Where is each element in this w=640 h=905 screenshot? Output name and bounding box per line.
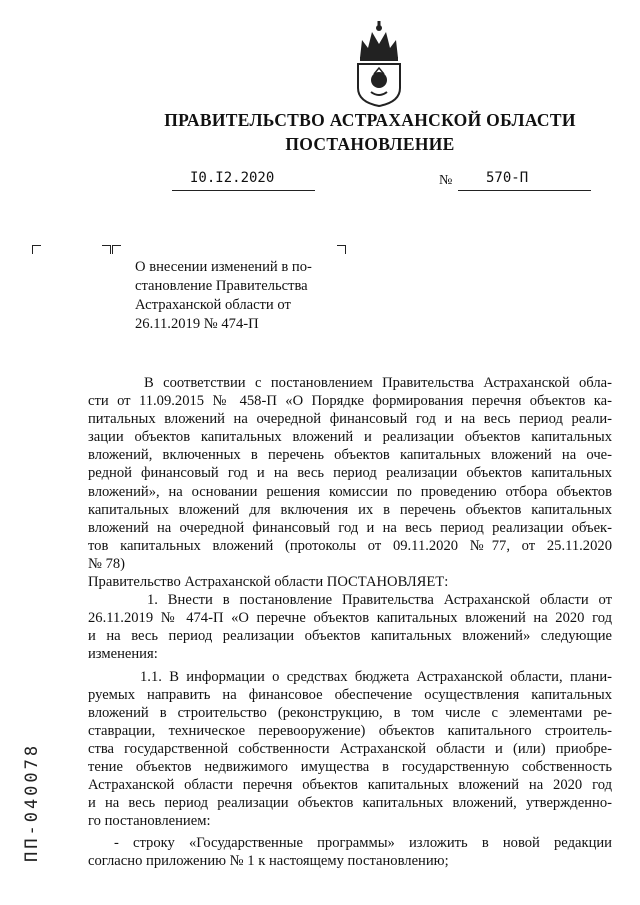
margin-serial-number: ПП-040078 <box>22 742 42 862</box>
body-line: вложений на очередной финансовый год и на весь период реализации объек- <box>88 519 612 536</box>
body-line: ставрации, техническое перевооружение) объектов капитального строитель- <box>88 722 612 739</box>
corner-mark <box>32 245 41 254</box>
body-line: го постановлением: <box>88 813 211 830</box>
body-line: 1.1. В информации о средствах бюджета Астраханской области, плани- <box>140 668 612 685</box>
body-line: руемых направить на финансовое обеспечение осуществления капитальных <box>88 686 612 703</box>
corner-mark <box>337 245 346 254</box>
body-line: тов капитальных вложений (протоколы от 09.11.2020 №77, от 25.11.2020 <box>88 537 612 554</box>
subject-line: О внесении изменений в по- <box>135 259 312 275</box>
government-title: ПРАВИТЕЛЬСТВО АСТРАХАНСКОЙ ОБЛАСТИ <box>164 110 576 130</box>
body-line: и на весь период реализации объектов капитальных вложений» следующие <box>88 628 612 645</box>
body-line: вложений в строительство (реконструкцию, в том числе с элементами ре- <box>88 704 612 721</box>
body-line: вложений, включенных в перечень объектов капитальных вложений на оче- <box>88 447 612 464</box>
subject-line: 26.11.2019 № 474-П <box>135 316 259 332</box>
document-number: 570-П <box>486 170 529 186</box>
body-line: зации объектов капитальных вложений и реализации объектов капитальных <box>88 429 612 446</box>
document-type: ПОСТАНОВЛЕНИЕ <box>285 134 455 154</box>
body-line: ства государственной собственности Астраханской области и (или) приобре- <box>88 740 612 757</box>
body-line: 26.11.2019 № 474-П «О перечне объектов капитальных вложений на 2020 год <box>88 610 612 627</box>
subject-line: становление Правительства <box>135 278 308 294</box>
body-line: Астраханской области перечня объектов капитальных вложений на 2020 год <box>88 777 612 794</box>
body-line: капитальных вложений для включения их в перечень объектов капитальных <box>88 501 612 518</box>
body-text <box>88 374 612 871</box>
body-line: вложений», на основании решения комиссии по проведению отбора объектов <box>88 483 612 500</box>
corner-mark <box>112 245 121 254</box>
body-line: питальных вложений на очередной финансовый год и на весь период реали- <box>88 411 612 428</box>
body-line: тение объектов недвижимого имущества в государственную собственность <box>88 758 612 775</box>
body-line: согласно приложению № 1 к настоящему постановлению; <box>88 853 449 870</box>
document-date: I0.I2.2020 <box>190 170 275 186</box>
body-line: редной финансовый год и на весь период реализации объектов капитальных <box>88 465 612 482</box>
subject-block <box>135 258 335 334</box>
body-line: и на весь период реализации объектов капитальных вложений, утвержденно- <box>88 795 612 812</box>
corner-mark <box>102 245 111 254</box>
subject-line: Астраханской области от <box>135 297 291 313</box>
body-line: № 78) <box>88 555 126 572</box>
body-line: - строку «Государственные программы» изложить в новой редакции <box>114 835 612 852</box>
body-line: сти от 11.09.2015 № 458-П «О Порядке формирования перечня объектов ка- <box>88 393 612 410</box>
coat-of-arms-emblem <box>350 18 408 108</box>
body-line: Правительство Астраханской области ПОСТАНОВЛЯЕТ: <box>88 574 449 591</box>
body-line: 1. Внести в постановление Правительства Астраханской области от <box>147 592 612 609</box>
body-line: изменения: <box>88 646 158 663</box>
body-line: В соответствии с постановлением Правительства Астраханской обла- <box>144 375 612 391</box>
number-sign: № <box>439 173 453 188</box>
